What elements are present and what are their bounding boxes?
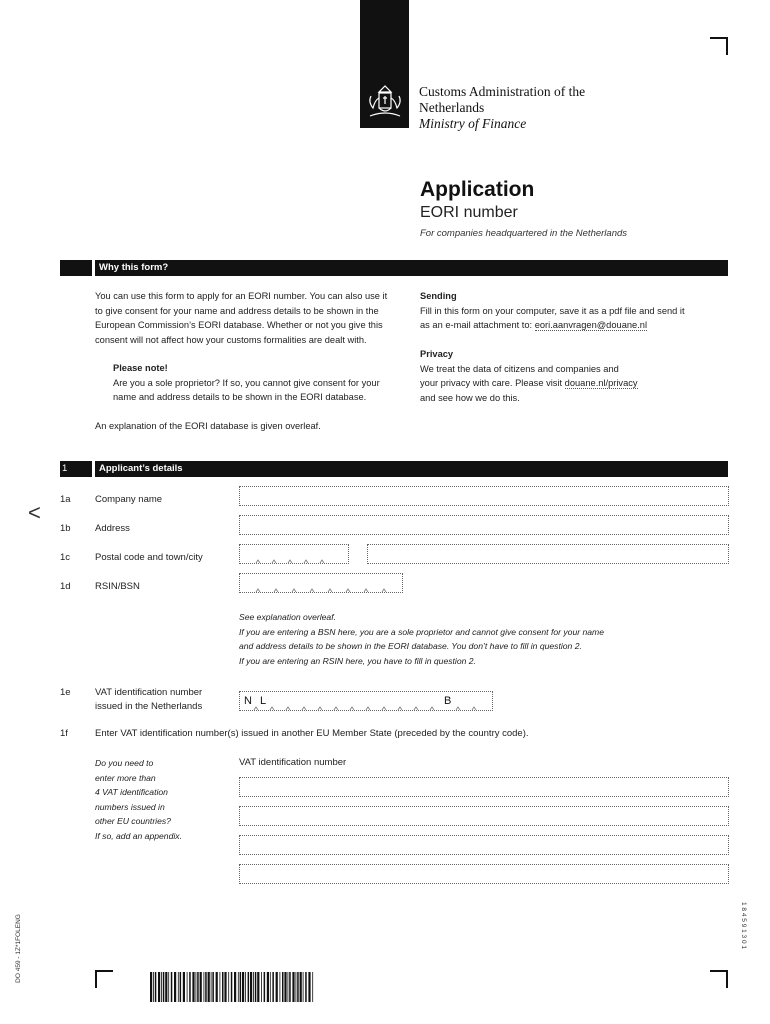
org-line-1: Customs Administration of the (419, 84, 586, 99)
privacy-line: your privacy with care. Please visit (420, 378, 565, 388)
intro-line: European Commission’s EORI database. Whether or not you give this (95, 320, 383, 330)
privacy-title: Privacy (420, 349, 454, 359)
why-intro (95, 289, 410, 347)
corner-mark-icon (710, 970, 728, 988)
form-code: DO 459 - 1Z*1FOLENG (14, 914, 22, 983)
intro-line: to give consent for your name and address details to be shown in the (95, 305, 379, 316)
vat-nl-input[interactable] (239, 691, 493, 711)
question-label (95, 686, 202, 714)
question-label: Enter VAT identification number(s) issued in another EU Member State (preceded by the country code). (95, 728, 529, 739)
question-label: Postal code and town/city (95, 552, 203, 563)
sending-title: Sending (420, 291, 457, 301)
note-line: and address details to be shown in the EORI database. You don’t have to fill in question 2. (239, 641, 582, 651)
vat-eu-input-4[interactable] (239, 864, 729, 884)
company-name-input[interactable] (239, 486, 729, 506)
section-bar-applicant (60, 461, 728, 477)
question-number: 1b (60, 523, 71, 534)
form-title: Application (420, 178, 535, 201)
section-number: 1 (62, 463, 68, 474)
vat-suffix-char: B (444, 695, 452, 707)
question-label: Company name (95, 494, 163, 505)
question-label: RSIN/BSN (95, 581, 140, 592)
note-line: If so, add an appendix. (95, 830, 182, 841)
sending-line: as an e-mail attachment to: (420, 320, 535, 330)
note-line: If you are entering a BSN here, you are a sole proprietor and cannot give consent for your name (239, 626, 604, 637)
org-line-2: Netherlands (419, 100, 485, 115)
barcode-icon (150, 972, 315, 1002)
privacy-line: We treat the data of citizens and companies and (420, 363, 619, 374)
corner-mark-icon (710, 37, 728, 55)
note-line: See explanation overleaf. (239, 612, 336, 622)
note-line: If you are entering an RSIN here, you have to fill in question 2. (239, 655, 476, 666)
question-label: Address (95, 523, 130, 534)
note-line: Do you need to (95, 758, 154, 768)
note-line: other EU countries? (95, 816, 171, 826)
corner-mark-icon (95, 970, 113, 988)
intro-line: You can use this form to apply for an EORI number. You can also use it (95, 291, 388, 301)
question-number: 1f (60, 728, 68, 739)
vat-eu-input-1[interactable] (239, 777, 729, 797)
privacy-link[interactable]: douane.nl/privacy (564, 378, 638, 388)
section-bar-why (60, 260, 728, 276)
privacy-block (420, 347, 730, 405)
vat-column-header: VAT identification number (239, 757, 347, 768)
sending-line: Fill in this form on your computer, save it as a pdf file and send it (420, 305, 685, 316)
form-subtitle: EORI number (420, 204, 518, 221)
note-line: numbers issued in (95, 801, 165, 812)
crest-icon (365, 80, 405, 122)
question-label-line: issued in the Netherlands (95, 701, 203, 712)
question-number: 1c (60, 552, 71, 563)
organization-name (419, 84, 585, 132)
note-line: Are you a sole proprietor? If so, you cannot give consent for your (113, 377, 380, 388)
question-number: 1d (60, 581, 71, 592)
rsin-bsn-input[interactable] (239, 573, 403, 593)
form-audience: For companies headquartered in the Netherlands (420, 228, 628, 239)
rsin-bsn-note (239, 610, 604, 668)
email-link[interactable]: eori.aanvragen@douane.nl (534, 320, 648, 330)
section-bar-label: Applicant’s details (99, 463, 183, 474)
note-line: name and address details to be shown in the EORI database. (113, 392, 367, 402)
vat-eu-input-3[interactable] (239, 835, 729, 855)
vat-prefix-char: L (260, 695, 267, 707)
question-label-line: VAT identification number (95, 687, 203, 698)
intro-line: consent will not affect how your customs formalities are dealt with. (95, 334, 367, 345)
section-bar-label: Why this form? (99, 262, 169, 273)
note-line: 4 VAT identification (95, 787, 168, 797)
vat-prefix-char: N (244, 695, 252, 707)
chevron-left-icon: < (28, 500, 41, 525)
form-number: 1 8 4 5 9 1 3 0 1 (739, 902, 747, 949)
note-title: Please note! (113, 363, 168, 373)
privacy-line: and see how we do this. (420, 392, 520, 403)
explanation-text: An explanation of the EORI database is given overleaf. (95, 421, 321, 431)
org-line-3: Ministry of Finance (419, 116, 527, 131)
note-line: enter more than (95, 772, 156, 783)
town-city-input[interactable] (367, 544, 729, 564)
sending-block (420, 289, 730, 333)
address-input[interactable] (239, 515, 729, 535)
postal-code-input[interactable] (239, 544, 349, 564)
question-number: 1a (60, 494, 71, 505)
question-number: 1e (60, 687, 71, 698)
please-note (113, 361, 413, 405)
vat-eu-input-2[interactable] (239, 806, 729, 826)
appendix-note (95, 756, 182, 843)
